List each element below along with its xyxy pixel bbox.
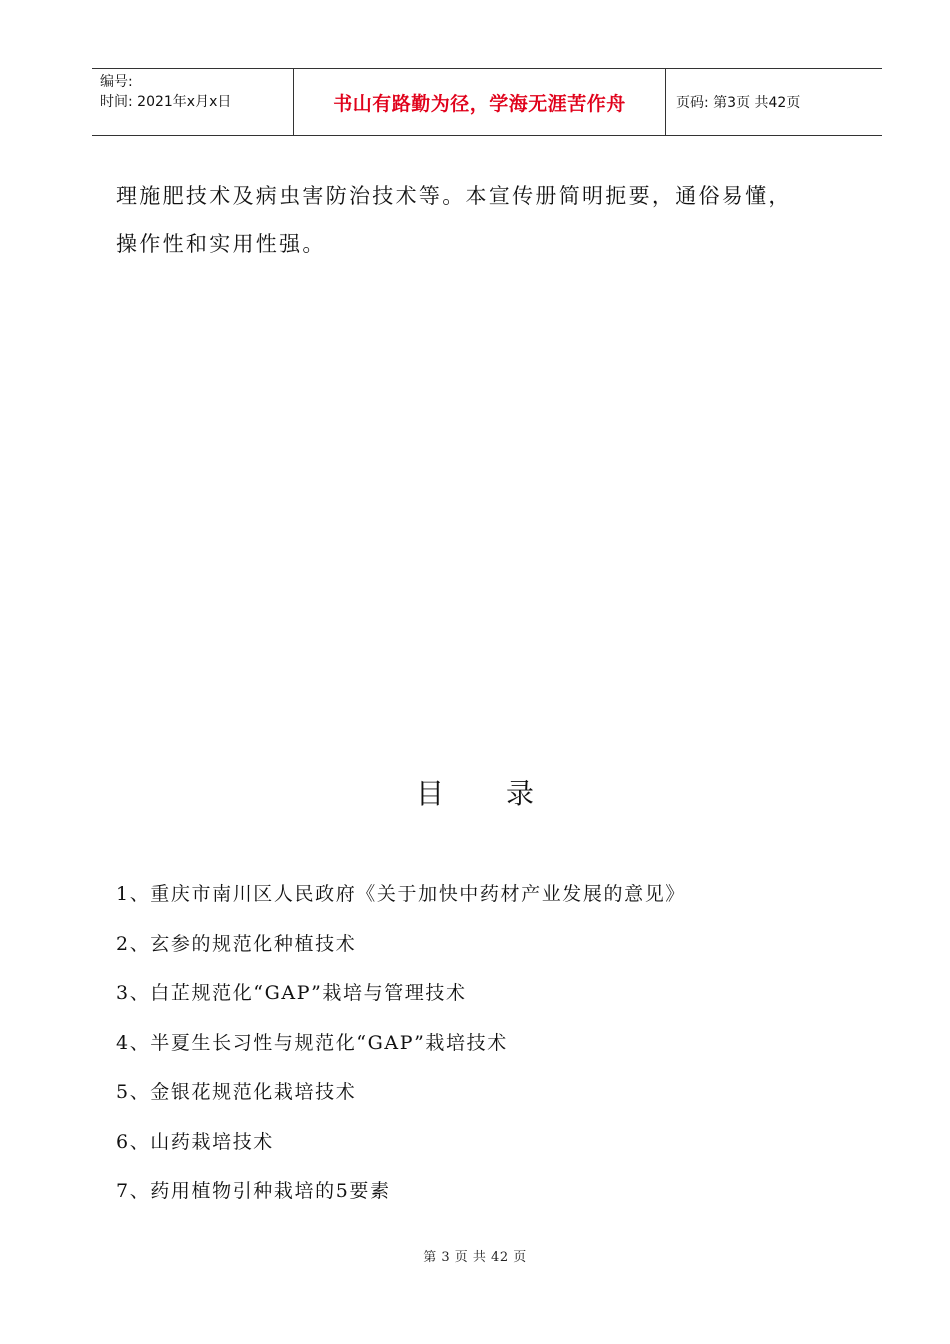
header-motto: 书山有路勤为径，学海无涯苦作舟 bbox=[333, 92, 626, 115]
toc-item[interactable]: 7、药用植物引种栽培的5要素 bbox=[116, 1180, 391, 1202]
body-paragraph-line-1: 理施肥技术及病虫害防治技术等。本宣传册简明扼要，通俗易懂， bbox=[116, 184, 792, 208]
toc-item[interactable]: 3、白芷规范化“GAP”栽培与管理技术 bbox=[116, 982, 467, 1004]
toc-item[interactable]: 4、半夏生长习性与规范化“GAP”栽培技术 bbox=[116, 1031, 508, 1054]
footer-page-number: 第 3 页 共 42 页 bbox=[423, 1250, 527, 1265]
toc-title-char-1: 目 bbox=[415, 777, 444, 810]
toc-title-char-2: 录 bbox=[506, 777, 535, 810]
body-paragraph-line-2: 操作性和实用性强。 bbox=[116, 232, 326, 256]
toc-item[interactable]: 2、玄参的规范化种植技术 bbox=[116, 932, 357, 955]
header-page-info: 页码: 第3页 共42页 bbox=[676, 95, 801, 111]
toc-list bbox=[116, 876, 686, 1223]
toc-item[interactable]: 1、重庆市南川区人民政府《关于加快中药材产业发展的意见》 bbox=[116, 883, 686, 905]
toc-item[interactable]: 5、金银花规范化栽培技术 bbox=[116, 1081, 357, 1103]
header-meta-cell bbox=[92, 69, 293, 135]
header-motto-cell bbox=[293, 69, 666, 135]
page-footer bbox=[0, 1246, 950, 1265]
toc-item[interactable]: 6、山药栽培技术 bbox=[116, 1130, 274, 1153]
page-header bbox=[92, 68, 882, 136]
document-number-label: 编号: bbox=[100, 74, 133, 90]
toc-title bbox=[0, 772, 950, 812]
document-time-label: 时间: 2021年x月x日 bbox=[100, 94, 232, 110]
header-page-cell bbox=[666, 69, 882, 135]
